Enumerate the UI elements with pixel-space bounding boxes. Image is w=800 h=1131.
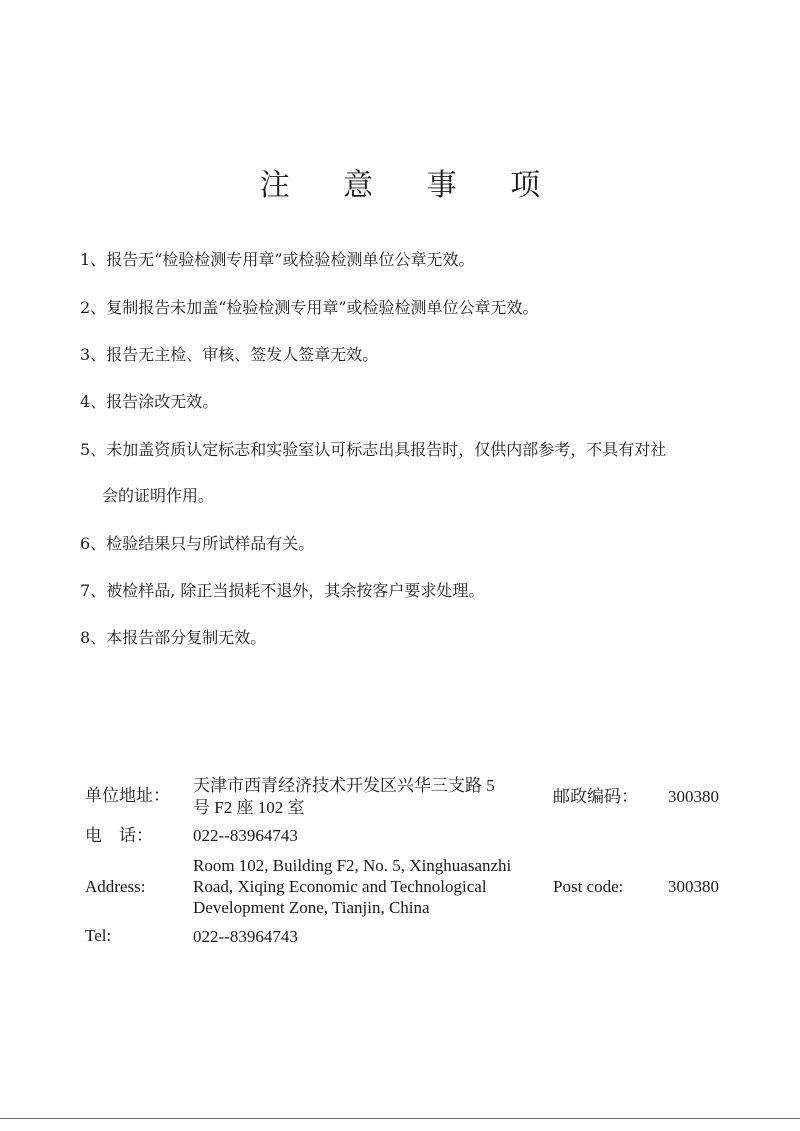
- note-text: 报告涂改无效。: [106, 392, 219, 411]
- note-number: 1、: [80, 250, 107, 269]
- en-postcode-label: Post code:: [553, 877, 624, 896]
- note-number: 2、: [80, 298, 107, 317]
- note-number: 7、: [80, 581, 107, 600]
- note-text-continuation: 会的证明作用。: [102, 486, 215, 505]
- note-number: 3、: [80, 345, 107, 364]
- en-address-line: Road, Xiqing Economic and Technological: [193, 877, 487, 896]
- note-text: 本报告部分复制无效。: [106, 628, 267, 647]
- cn-phone-value: 022--83964743: [193, 826, 298, 845]
- note-text: 复制报告未加盖“检验检测专用章”或检验检测单位公章无效。: [106, 298, 539, 317]
- en-postcode-value: 300380: [668, 877, 719, 896]
- page-bottom-rule: [0, 1118, 800, 1119]
- cn-address-label: 单位地址：: [85, 786, 170, 805]
- note-number: 5、: [80, 440, 107, 459]
- en-phone-value: 022--83964743: [193, 927, 298, 946]
- note-text: 未加盖资质认定标志和实验室认可标志出具报告时，仅供内部参考，不具有对社: [106, 440, 667, 459]
- cn-address-line: 天津市西青经济技术开发区兴华三支路 5: [193, 776, 495, 795]
- note-text: 被检样品, 除正当损耗不退外，其余按客户要求处理。: [106, 581, 485, 600]
- note-number: 4、: [80, 392, 107, 411]
- note-text: 报告无主检、审核、签发人签章无效。: [106, 345, 379, 364]
- note-text: 检验结果只与所试样品有关。: [106, 534, 315, 553]
- en-phone-label: Tel:: [85, 926, 112, 945]
- cn-postcode-value: 300380: [668, 787, 719, 806]
- en-address-label: Address:: [85, 877, 146, 896]
- cn-postcode-label: 邮政编码：: [553, 787, 638, 806]
- note-text: 报告无“检验检测专用章”或检验检测单位公章无效。: [106, 250, 475, 269]
- en-address-line: Room 102, Building F2, No. 5, Xinghuasanzhi: [193, 856, 512, 875]
- note-number: 6、: [80, 534, 107, 553]
- en-address-line: Development Zone, Tianjin, China: [193, 898, 430, 917]
- cn-address-line: 号 F2 座 102 室: [193, 798, 305, 817]
- note-number: 8、: [80, 628, 107, 647]
- page-title: 注 意 事 项: [259, 168, 563, 203]
- cn-phone-label: 电 话：: [85, 826, 153, 845]
